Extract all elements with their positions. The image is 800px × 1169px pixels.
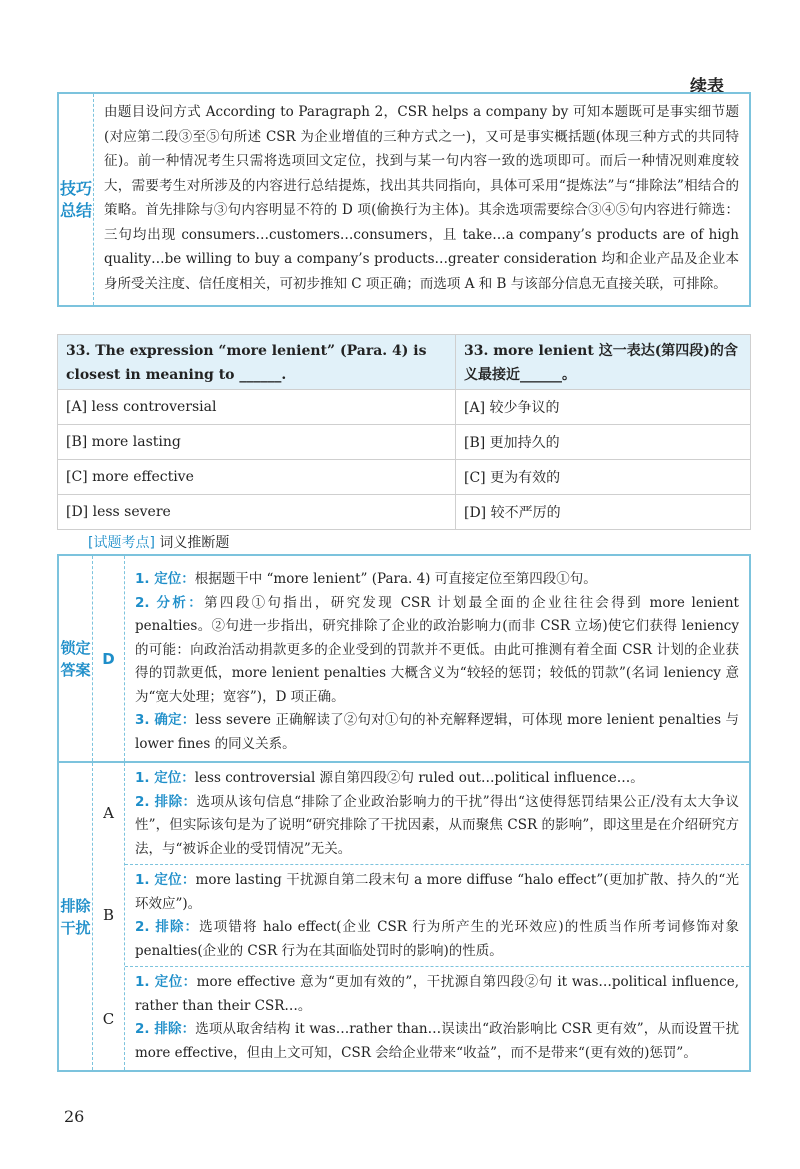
answer-section-label	[59, 556, 93, 761]
tip-label-line1: 技巧	[59, 178, 92, 198]
question-stem-row	[58, 335, 751, 390]
distractor-content	[125, 763, 749, 1070]
option-row-d	[58, 495, 751, 530]
distractor-divider-bc	[125, 966, 749, 967]
answer-point-1-title: 1. 定位：	[135, 571, 195, 587]
option-a-en: [A] less controversial	[58, 390, 456, 425]
option-row-a	[58, 390, 751, 425]
question-stem-en: 33. The expression “more lenient” (Para. 4) is closest in meaning to ______.	[58, 335, 456, 390]
distractor-b-point-2	[135, 916, 739, 963]
distractor-b-point-1-title: 1. 定位：	[135, 872, 196, 888]
distractor-divider-ab	[125, 864, 749, 865]
tip-label-line2: 总结	[59, 200, 92, 220]
distractor-section-label	[59, 763, 93, 1070]
tip-summary-box	[57, 92, 751, 307]
tip-summary-text: 由题目设问方式 According to Paragraph 2，CSR helps a company by 可知本题既可是事实细节题(对应第二段③至⑤句所述 CSR 为企业增值的三种方式之一)，又可是事实概括题(体现三种方式的共同特征)。前一种情况考生只需将选项回文定位，找到与某一句内容一致的选项即可。而后一种情况则难度较大，需要考生对所涉及的内容进行总结提炼，找出其共同指向，具体可采用“提炼法”与“排除法”相结合的策略。首先排除与③句内容明显不符的 D 项(偷换行为主体)。其余选项需要综合③④⑤句内容进行筛选：三句均出现 consumers…customers…consumers，且 take…a company’s products are of high quality…be willing to buy a company’s products…greater consideration 均和企业产品及企业本身所受关注度、信任度相关，可初步推知 C 项正确；而选项 A 和 B 与该部分信息无直接关联，可排除。	[104, 104, 739, 292]
distractor-b-point-2-title: 2. 排除：	[135, 919, 200, 935]
answer-point-2-text: 第四段①句指出，研究发现 CSR 计划最全面的企业往往会得到 more lenient penalties。②句进一步指出，研究排除了企业的政治影响力(而非 CSR 立场)使它们获得 leniency 的可能：向政治活动捐款更多的企业受到的罚款并不更低。由此可推测有着全面 CSR 计划的企业获得的罚款更低，more lenient penalties 大概含义为“较轻的惩罚；较低的罚款”(名词 leniency 意为“宽大处理；宽容”)，D 项正确。	[135, 594, 739, 705]
continued-label: 续表	[690, 77, 724, 97]
distractor-c-point-1-text: more effective 意为“更加有效的”，干扰源自第四段②句 it was…political influence, rather than their CSR…。	[135, 974, 739, 1014]
distractor-b-text	[125, 869, 749, 963]
distractor-a-point-1-text: less controversial 源自第四段②句 ruled out…political influence…。	[194, 770, 644, 786]
answer-point-3-title: 3. 确定：	[135, 712, 196, 728]
answer-content	[125, 556, 749, 761]
answer-key: D	[102, 649, 115, 668]
option-d-en: [D] less severe	[58, 495, 456, 530]
distractor-label-line1: 排除	[60, 896, 91, 915]
question-type-text: 词义推断题	[159, 535, 230, 551]
answer-section	[59, 556, 749, 761]
distractor-b-key: B	[102, 906, 115, 924]
analysis-box	[57, 554, 751, 1072]
distractor-c-point-1-title: 1. 定位：	[135, 974, 197, 990]
answer-key-column	[93, 556, 125, 761]
distractor-c-point-2-text: 选项从取舍结构 it was…rather than…误读出“政治影响比 CSR 更有效”，从而设置干扰 more effective，但由上文可知，CSR 会给企业带来“收益”，而不是带来“(更有效的)惩罚”。	[135, 1021, 739, 1061]
answer-point-3-text: less severe 正确解读了②句对①句的补充解释逻辑，可体现 more lenient penalties 与 lower fines 的同义关系。	[135, 712, 739, 752]
distractor-b-point-2-text: 选项错将 halo effect(企业 CSR 行为所产生的光环效应)的性质当作所考词修饰对象 penalties(企业的 CSR 行为在其面临处罚时的影响)的性质。	[135, 919, 739, 959]
distractor-c-point-1	[135, 971, 739, 1018]
distractor-a-key: A	[103, 804, 114, 822]
option-row-b	[58, 425, 751, 460]
distractor-a-point-2	[135, 791, 739, 862]
option-b-en: [B] more lasting	[58, 425, 456, 460]
answer-label-line2: 答案	[60, 660, 91, 679]
question-stem-cn: 33. more lenient 这一表达(第四段)的含义最接近______。	[456, 335, 751, 390]
answer-point-1-text: 根据题干中 “more lenient” (Para. 4) 可直接定位至第四段①句。	[194, 571, 597, 587]
question-table	[57, 334, 751, 530]
distractor-c-text	[125, 971, 749, 1065]
distractor-key-column	[93, 763, 125, 1070]
answer-label-line1: 锁定	[60, 638, 91, 657]
question-type-tag: [试题考点]	[88, 535, 155, 551]
distractor-a-text	[125, 767, 749, 861]
answer-point-3	[135, 709, 739, 756]
distractor-a-point-1	[135, 767, 739, 791]
answer-text	[125, 568, 749, 756]
answer-point-1	[135, 568, 739, 592]
option-row-c	[58, 460, 751, 495]
distractor-a-point-1-title: 1. 定位：	[135, 770, 195, 786]
option-b-cn: [B] 更加持久的	[456, 425, 751, 460]
distractor-b-point-1-text: more lasting 干扰源自第二段末句 a more diffuse “halo effect”(更加扩散、持久的“光环效应”)。	[135, 872, 739, 912]
answer-point-2	[135, 592, 739, 710]
option-a-cn: [A] 较少争议的	[456, 390, 751, 425]
tip-summary-label	[59, 94, 94, 305]
distractor-a-point-2-title: 2. 排除：	[135, 793, 197, 810]
answer-point-2-title: 2. 分析：	[135, 594, 205, 611]
distractor-b-point-1	[135, 869, 739, 916]
distractor-c-key: C	[102, 1009, 115, 1028]
question-type-line	[88, 532, 229, 552]
page-number: 26	[64, 1107, 85, 1126]
distractor-label-line2: 干扰	[60, 918, 91, 937]
option-c-en: [C] more effective	[58, 460, 456, 495]
option-c-cn: [C] 更为有效的	[456, 460, 751, 495]
distractor-a-point-2-text: 选项从该句信息“排除了企业政治影响力的干扰”得出“这使得惩罚结果公正/没有太大争议性”，但实际该句是为了说明“研究排除了干扰因素，从而聚焦 CSR 的影响”，即这里是在介绍研究方法，与“被诉企业的受罚情况”无关。	[135, 793, 739, 857]
distractor-section	[59, 763, 749, 1070]
distractor-c-point-2-title: 2. 排除：	[135, 1021, 196, 1037]
distractor-c-point-2	[135, 1018, 739, 1065]
option-d-cn: [D] 较不严厉的	[456, 495, 751, 530]
